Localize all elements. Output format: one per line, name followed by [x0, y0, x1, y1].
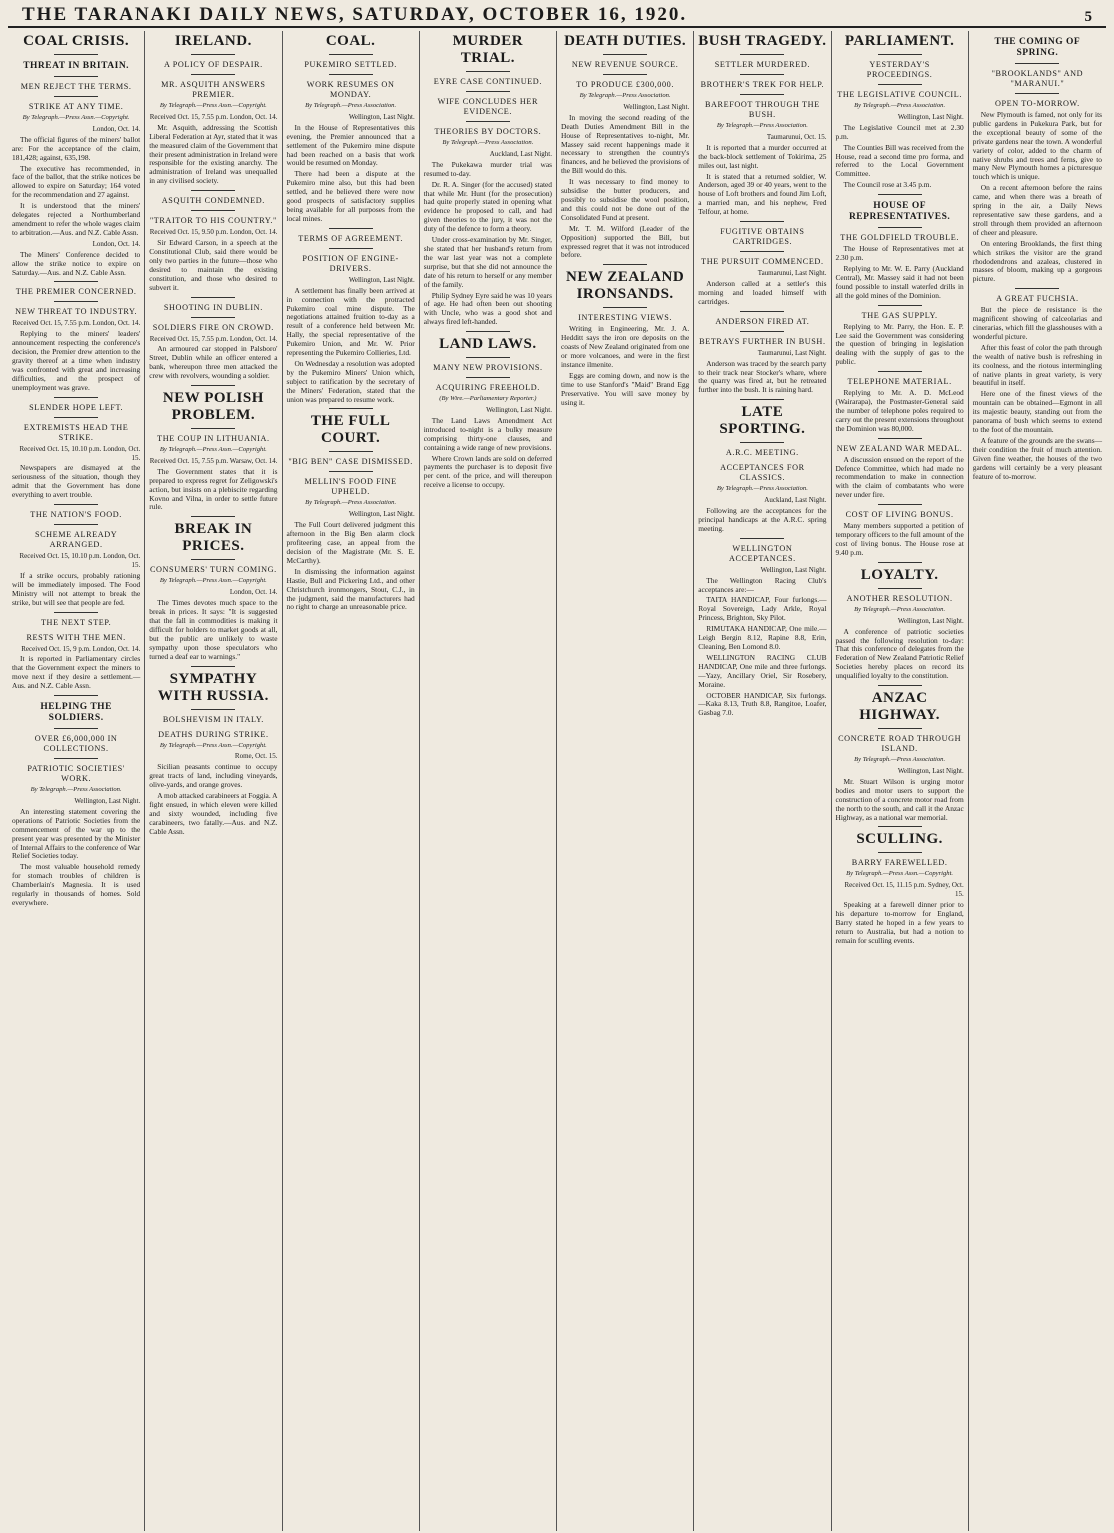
article-paragraph: Philip Sydney Eyre said he was 10 years of age. He had often been out shooting with Uncle, who was a good shot and always fired left-handed. [423, 290, 552, 327]
dateline: London, Oct. 14. [229, 588, 278, 597]
dateline: Auckland, Last Night. [764, 496, 827, 505]
column-rule [878, 685, 922, 686]
dateline: Wellington, Last Night. [348, 510, 415, 519]
wire-source: By Telegraph.—Press Assn.—Copyright. [159, 577, 267, 585]
article-paragraph: The Government states that it is prepared to express regret for Zeligowski's action, but insists on a plebiscite regarding Kovno and Vilna, in order to settle future rule. [149, 466, 278, 512]
column-7 [832, 31, 969, 1531]
column-rule [466, 121, 510, 122]
subheading: A.R.C. MEETING. [725, 448, 799, 458]
headline: COAL. [325, 33, 376, 49]
article-paragraph: The executive has recommended, in face of the ballot, that the strike notices be allowed to expire on Saturday; 164 voted for the recommendation and 27 against. [12, 163, 141, 200]
article-paragraph: Eggs are coming down, and now is the time to use Stanford's "Maid" Brand Egg Preservative. You will save money by using it. [561, 370, 690, 407]
article-paragraph: TAITA HANDICAP, Four furlongs.—Royal Sovereign, Lady Arkle, Royal Princess, Brighton, Sky Pilot. [698, 595, 827, 623]
column-rule [603, 264, 647, 265]
subheading: PUKEMIRO SETTLED. [304, 60, 397, 69]
subheading: THE COUP IN LITHUANIA. [157, 434, 270, 444]
article-paragraph: There had been a dispute at the Pukemiro mine also, but this had been settled, and he believed there were now good prospects of satisfactory supplies being available for all purposes from the local mines. [286, 169, 415, 223]
subheading: THE GOLDFIELD TROUBLE. [840, 233, 960, 243]
wire-source: By Telegraph.—Press Association. [716, 122, 808, 129]
article-paragraph: It is reported that a murder occurred at the back-block settlement of Tokirima, 25 miles out, last night. [698, 142, 827, 170]
column-rule [878, 728, 922, 729]
dateline: Wellington, Last Night. [897, 766, 964, 775]
article-paragraph: Where Crown lands are sold on deferred payments the purchaser is to deposit five per cent. of the price, and will thereupon receive a license to occupy. [423, 453, 552, 490]
dateline: London, Oct. 14. [92, 124, 141, 133]
column-rule [466, 357, 510, 358]
section-heading: THREAT IN BRITAIN. [23, 61, 130, 71]
subheading: THE PURSUIT COMMENCED. [701, 257, 824, 267]
wire-source: (By Wire.—Parliamentary Reporter.) [439, 395, 537, 403]
headline: BUSH TRAGEDY. [698, 33, 827, 49]
dateline: Received Oct. 15, 11.15 p.m. Sydney, Oct. 15. [844, 881, 964, 899]
subheading: POSITION OF ENGINE-DRIVERS. [302, 253, 399, 273]
article-paragraph: The Council rose at 3.45 p.m. [843, 180, 932, 190]
column-rule [54, 504, 98, 505]
column-rule [54, 281, 98, 282]
subheading: ACQUIRING FREEHOLD. [435, 383, 540, 393]
dateline: Received Oct. 15, 7.55 p.m. Warsaw, Oct. 14. [149, 456, 278, 465]
column-3 [283, 31, 420, 1531]
section-heading: THE COMING OF SPRING. [994, 37, 1081, 58]
dateline: Received Oct. 15, 7.55 p.m. London, Oct. 14. [149, 334, 278, 343]
headline: THE FULL COURT. [310, 413, 391, 447]
article-paragraph: It was necessary to find money to subsidise the butter producers, and possibly to subsidise the wool position, and this could not be done out of the Consolidated Fund at present. [561, 177, 690, 222]
wire-source: By Telegraph.—Press Association. [716, 485, 808, 493]
wire-source: By Telegraph.—Press Association. [305, 499, 397, 507]
article-paragraph: The official figures of the miners' ballot are: For the acceptance of the claim, 181,428; against, 635,198. [12, 134, 141, 162]
wire-source: By Telegraph.—Press Assn.—Copyright. [159, 102, 267, 109]
article-paragraph: Speaking at a farewell dinner prior to his departure to-morrow for England, Barry stated he hoped in a few years to return to Australia, but had a notion to remain for sculling events. [835, 900, 964, 945]
column-rule [878, 227, 922, 228]
headline: DEATH DUTIES. [564, 33, 687, 49]
subheading: MANY NEW PROVISIONS. [433, 363, 543, 373]
column-rule [740, 54, 784, 55]
subheading: ACCEPTANCES FOR CLASSICS. [720, 463, 805, 483]
newspaper-title: THE TARANAKI DAILY NEWS, SATURDAY, OCTOBER 16, 1920. [22, 4, 688, 25]
article-paragraph: The Full Court delivered judgment this afternoon in the Big Ben alarm clock profiteering case, an appeal from the decision of the Magistrate (Mr. S. E. McCarthy). [286, 520, 415, 565]
column-rule [603, 74, 647, 75]
wire-source: By Telegraph.—Press Assn.—Copyright. [22, 114, 130, 121]
article-paragraph: Sicilian peasants continue to occupy great tracts of land, including vineyards, olive-yards, and orange groves. [149, 762, 278, 790]
subheading: "BIG BEN" CASE DISMISSED. [288, 457, 413, 467]
subheading: TO PRODUCE £300,000. [576, 80, 675, 89]
headline: LATE SPORTING. [719, 404, 806, 438]
article-paragraph: Newspapers are dismayed at the seriousness of the situation, though they admit that the Government has done everything to avert trouble. [12, 463, 141, 500]
wire-source: By Telegraph.—Press Association. [305, 102, 397, 109]
column-rule [191, 516, 235, 517]
column-rule [329, 54, 373, 55]
column-rule [466, 377, 510, 378]
column-rule [740, 399, 784, 400]
subheading: MR. ASQUITH ANSWERS PREMIER. [161, 80, 266, 99]
column-rule [740, 331, 784, 332]
subheading: EYRE CASE CONTINUED. [433, 77, 542, 86]
subheading: THE NATION'S FOOD. [30, 510, 122, 520]
article-paragraph: On a recent afternoon before the rains came, and when there was a breath of spring in the air, a Daily News representative saw these gardens, and a stroll through them provided an afternoon of cheer and pleasure. [972, 183, 1102, 237]
subheading: NEW REVENUE SOURCE. [571, 60, 679, 69]
article-paragraph: The House of Representatives met at 2.30 p.m. [835, 244, 964, 263]
article-paragraph: Under cross-examination by Mr. Singer, she stated that her husband's return from the war last year was not a complete surprise, but that she did not announce the date of his return to herself or any member of the family. [423, 235, 552, 289]
headline: SCULLING. [856, 831, 943, 848]
column-rule [878, 194, 922, 195]
subheading: SCHEME ALREADY ARRANGED. [34, 530, 118, 550]
subheading: DEATHS DURING STRIKE. [158, 729, 269, 739]
wire-source: By Telegraph.—Press Assn.—Copyright. [159, 741, 267, 749]
headline: PARLIAMENT. [844, 33, 955, 49]
page-number: 5 [1084, 9, 1092, 25]
article-paragraph: Here one of the finest views of the mountain can be obtained—Egmont in all its majestic beauty, standing out from the panorama of bush which seems to extend to the foot of the mountain. [972, 389, 1102, 434]
subheading: PATRIOTIC SOCIETIES' WORK. [27, 764, 125, 784]
subheading: TERMS OF AGREEMENT. [298, 233, 403, 243]
article-paragraph: The Land Laws Amendment Act introduced to-night is a bulky measure comprising thirty-one clauses, and containing a wide range of new provisions. [423, 415, 552, 452]
subheading: CONCRETE ROAD THROUGH ISLAND. [838, 734, 962, 754]
article-paragraph: Anderson was traced by the search party to their track near Stocker's whare, where the quarry was fired at, but he retreated further into the bush. It is raining hard. [698, 358, 827, 395]
column-rule [54, 54, 98, 55]
article-paragraph: If a strike occurs, probably rationing will be immediately imposed. The Food Ministry will not attempt to break the strike, but will see that people are fed. [12, 570, 141, 607]
column-8 [969, 31, 1106, 1531]
column-rule [329, 248, 373, 249]
subheading: WELLINGTON ACCEPTANCES. [728, 543, 796, 563]
subheading: A GREAT FUCHSIA. [996, 294, 1079, 304]
column-rule [54, 417, 98, 418]
column-rule [878, 305, 922, 306]
subheading: RESTS WITH THE MEN. [26, 632, 126, 642]
article-paragraph: RIMUTAKA HANDICAP, One mile.—Leigh Bergin 8.12, Rapine 8.8, Erin, Cleaning, Ben Lomond 8.0. [698, 624, 827, 651]
column-rule [466, 71, 510, 72]
subheading: BARRY FAREWELLED. [851, 858, 948, 868]
column-rule [603, 307, 647, 308]
article-paragraph: Many members supported a petition of temporary officers to the full amount of the cost of living bonus. The House rose at 9.40 p.m. [835, 521, 964, 557]
headline: SYMPATHY WITH RUSSIA. [157, 670, 269, 704]
article-paragraph: The most valuable household remedy for stomach troubles of children is Chamberlain's Magnesia. It is used regularly in thousands of homes. Sold everywhere. [12, 862, 141, 907]
dateline: Received Oct. 15, 7.55 p.m. London, Oct. 14. [149, 112, 278, 121]
article-paragraph: The Wellington Racing Club's acceptances are:— [698, 575, 827, 594]
column-rule [878, 562, 922, 563]
article-paragraph: On entering Brooklands, the first thing which strikes the visitor are the grand rhododendrons and azaleas, clustered in masses of bloom, making up a gorgeous picture. [972, 238, 1102, 284]
subheading: "BROOKLANDS" AND "MARANUI." [991, 69, 1084, 88]
subheading: YESTERDAY'S PROCEEDINGS. [866, 60, 933, 79]
subheading: BOLSHEVISM IN ITALY. [162, 714, 264, 724]
article-paragraph: Anderson called at a settler's this morning and loaded himself with cartridges. [698, 278, 827, 306]
headline: LOYALTY. [860, 566, 939, 583]
article-paragraph: A conference of patriotic societies passed the following resolution to-day: That this conference of delegates from the Federation of New Zealand Patriotic Relief Societies hereby places on record its unqualified loyalty to the constitution. [835, 626, 964, 681]
column-4 [420, 31, 557, 1531]
section-heading: HELPING THE SOLDIERS. [40, 702, 112, 724]
article-paragraph: It is stated that a returned soldier, W. Anderson, aged 39 or 40 years, went to the house of Loft brothers and found Jim Loft, a married man, and his nephew, Fred Telfour, at home. [698, 171, 827, 217]
dateline: Wellington, Last Night. [486, 406, 552, 415]
article-paragraph: In the House of Representatives this evening, the Premier announced that a settlement of the Pukemiro mine dispute had been reached on a basis that work would be resumed on Monday. [286, 122, 415, 168]
subheading: THE GAS SUPPLY. [861, 310, 938, 320]
column-rule [329, 228, 373, 229]
wire-source: By Telegraph.—Press Assn.—Copyright. [159, 446, 267, 454]
subheading: SETTLER MURDERED. [714, 60, 810, 69]
article-paragraph: Mr. Stuart Wilson is urging motor bodies and motor users to support the construction of a concrete motor road from the north to the south, and call it the Anzac Highway, as a national war memorial. [835, 776, 964, 822]
article-paragraph: On Wednesday a resolution was adopted by the Pukemiro Miners' Union which, subject to ratification by the secretary of the Miners' Federation, stated that the union was prepared to resume work. [286, 358, 415, 404]
subheading: THE PREMIER CONCERNED. [15, 287, 137, 297]
column-2 [145, 31, 282, 1531]
columns [8, 28, 1106, 1531]
column-1 [8, 31, 145, 1531]
headline: ANZAC HIGHWAY. [859, 690, 941, 724]
column-rule [191, 210, 235, 211]
column-rule [191, 74, 235, 75]
headline: IRELAND. [174, 33, 252, 49]
subheading: THE LEGISLATIVE COUNCIL. [837, 90, 962, 99]
column-rule [329, 471, 373, 472]
column-rule [878, 54, 922, 55]
article-paragraph: Replying to Mr. W. E. Parry (Auckland Central), Mr. Massey said it had not been found possible to install waterfed drills in all the gold mines of the Dominion. [835, 263, 964, 300]
article-paragraph: A discussion ensued on the report of the Defence Committee, which had made no recommendation to make in connection with the claim of combatants who were never under fire. [835, 454, 964, 500]
article-paragraph: The Counties Bill was received from the House, read a second time pro forma, and referred to the Local Government Committee. [835, 142, 964, 179]
column-rule [191, 190, 235, 191]
article-paragraph: A mob attacked carabineers at Foggia. A fight ensued, in which eleven were killed and sixty wounded, including five carabineers, two fatally.—Aus. and N.Z. Cable Assn. [149, 791, 278, 836]
headline: BREAK IN PRICES. [174, 521, 253, 555]
article-paragraph: Mr. Asquith, addressing the Scottish Liberal Federation at Ayr, stated that it was the measured claim of the Government that their present administration in Ireland were responsible for the existing anarchy. The administration of Ireland was unequalled in any civilised society. [149, 122, 278, 186]
subheading: NEW THREAT TO INDUSTRY. [15, 307, 138, 317]
article-paragraph: OCTOBER HANDICAP, Six furlongs.—Kaka 8.13, Truth 8.8, Rangitoe, Loafer, Gasbag 7.0. [698, 690, 827, 718]
column-rule [54, 76, 98, 77]
column-rule [740, 538, 784, 539]
dateline: Received Oct. 15, 10.10 p.m. London, Oct. 15. [19, 444, 141, 462]
column-rule [740, 251, 784, 252]
subheading: "TRAITOR TO HIS COUNTRY." [149, 216, 277, 226]
article-paragraph: In dismissing the information against Hastie, Bull and Pickering Ltd., and other Christchurch ironmongers, Stout, C.J., in the judgment, said the manufacturers had no right to charge an unreasonable price. [286, 566, 415, 612]
column-rule [1015, 288, 1059, 289]
subheading: BETRAYS FURTHER IN BUSH. [699, 336, 826, 346]
column-rule [603, 54, 647, 55]
subheading: THE NEXT STEP. [40, 617, 112, 627]
subheading: SLENDER HOPE LEFT. [29, 402, 124, 412]
column-rule [878, 84, 922, 85]
dateline: Wellington, Last Night. [897, 112, 964, 121]
article-paragraph: Replying to Mr. Parry, the Hon. E. P. Lee said the Government was considering the question of bringing in legislation dealing with the supply of gas to the public. [835, 321, 964, 367]
column-rule [466, 331, 510, 332]
article-paragraph: A feature of the grounds are the swans—their condition the fruit of much attention. Given fine weather, the houses of the two gardens will certainly be a very pleasant feature of to-morrow. [972, 435, 1102, 481]
dateline: Rome, Oct. 15. [234, 752, 278, 761]
article-paragraph: After this feast of color the path through the wealth of native bush is refreshing in its coolness, and the riotous intermingling of native plants in great variety, is very beautiful in itself. [972, 342, 1102, 388]
headline: LAND LAWS. [439, 336, 537, 353]
article-paragraph: The Times devotes much space to the break in prices. It says: "It is suggested that the fall in commodities is making it difficult for holders to market goods at all, but the public are unlikely to waste sympathy upon those speculators who turned a deaf ear to warnings." [149, 598, 278, 661]
column-rule [54, 758, 98, 759]
column-rule [878, 438, 922, 439]
subheading: NEW ZEALAND WAR MEDAL. [836, 443, 963, 453]
subheading: ANOTHER RESOLUTION. [846, 593, 953, 603]
section-heading: HOUSE OF REPRESENTATIVES. [848, 201, 951, 223]
subheading: SHOOTING IN DUBLIN. [163, 302, 263, 312]
column-rule [740, 311, 784, 312]
dateline: Received Oct. 15, 7.55 p.m. London, Oct. 14. [12, 319, 141, 328]
article-paragraph: An interesting statement covering the operations of Patriotic Societies from the commencement of the war up to the present year was presented by the Minister of Internal Affairs to the conference of War Relief Societies today. [12, 806, 141, 861]
dateline: Received Oct. 15, 9.50 p.m. London, Oct. 14. [149, 228, 278, 237]
column-rule [54, 96, 98, 97]
subheading: BROTHER'S TREK FOR HELP. [700, 80, 825, 89]
column-rule [54, 728, 98, 729]
column-rule [191, 428, 235, 429]
dateline: Received Oct. 15, 9 p.m. London, Oct. 14. [21, 644, 141, 653]
column-rule [329, 74, 373, 75]
column-rule [191, 317, 235, 318]
dateline: Wellington, Last Night. [760, 565, 827, 574]
wire-source: By Telegraph.—Press Association. [854, 756, 946, 764]
dateline: Wellington, Last Night. [348, 112, 415, 121]
dateline: Wellington, Last Night. [897, 616, 964, 625]
article-paragraph: But the piece de resistance is the magnificent showing of calceolarias and cinerarias, which fill the glasshouses with a wonderful picture. [972, 305, 1102, 341]
dateline: London, Oct. 14. [92, 239, 141, 248]
subheading: EXTREMISTS HEAD THE STRIKE. [23, 422, 129, 442]
column-rule [329, 451, 373, 452]
subheading: ASQUITH CONDEMNED. [161, 196, 265, 206]
column-rule [54, 301, 98, 302]
headline: COAL CRISIS. [23, 33, 130, 49]
article-paragraph: Mr. T. M. Wilford (Leader of the Opposition) supported the Bill, but expressed regret that it was not introduced before. [561, 223, 690, 260]
column-rule [878, 504, 922, 505]
column-rule [1015, 93, 1059, 94]
column-rule [466, 91, 510, 92]
column-rule [191, 54, 235, 55]
column-rule [191, 559, 235, 560]
dateline: Auckland, Last Night. [489, 149, 552, 158]
column-rule [878, 371, 922, 372]
column-rule [191, 709, 235, 710]
article-paragraph: New Plymouth is famed, not only for its public gardens in Pukekura Park, but for the exceptional beauty of some of the private gardens near the town. A wonderful variety of color, added to the charm of native shrubs and trees and ferns, give to many New Plymouth homes a picturesque touch which is unique. [972, 110, 1102, 182]
subheading: COST OF LIVING BONUS. [845, 510, 954, 520]
article-paragraph: Replying to the miners' leaders' announcement respecting the conference's decision, the Premier drew attention to the gravity thereof at a time when industry was confronted with great and increasing difficulties, and the prospect of unemployment was grave. [12, 329, 141, 392]
subheading: WIFE CONCLUDES HER EVIDENCE. [437, 97, 539, 116]
subheading: INTERESTING VIEWS. [578, 313, 673, 323]
subheading: MEN REJECT THE TERMS. [20, 82, 132, 91]
column-rule [740, 221, 784, 222]
wire-source: By Telegraph.—Press Assn.—Copyright. [846, 870, 954, 878]
dateline: Wellington, Last Night. [348, 275, 415, 284]
column-rule [878, 588, 922, 589]
subheading: A POLICY OF DESPAIR. [164, 60, 263, 69]
article-paragraph: Following are the acceptances for the principal handicaps at the A.R.C. spring meeting. [698, 506, 827, 533]
column-rule [54, 524, 98, 525]
article-paragraph: In moving the second reading of the Death Duties Amendment Bill in the House of Representatives to-night, Mr. Massey said recent happenings made it necessary to strengthen the country's finances, and he believed the provisions of the Bill would do this. [561, 112, 690, 176]
dateline: Taumarunui, Last Night. [757, 269, 827, 278]
subheading: OPEN TO-MORROW. [994, 99, 1080, 108]
article-paragraph: Dr. R. A. Singer (for the accused) stated that while Mr. Hunt (for the prosecution) had quite properly stated in opening what evidence he proposed to call, and had given theories to the jury, it was not the duty of the defence to form a theory. [423, 179, 552, 234]
article-paragraph: A settlement has finally been arrived at in connection with the protracted Pukemiro coal mine dispute. The negotiations attained fruition to-day as a result of a conference held between Mr. Hally, the special representative of the Pukemiro Union, and Mr. W. Prior representing the Pukemiro Collieries, Ltd. [286, 285, 415, 358]
column-rule [54, 397, 98, 398]
dateline: Wellington, Last Night. [623, 102, 690, 111]
wire-source: By Telegraph.—Press Association. [854, 605, 946, 613]
article-paragraph: WELLINGTON RACING CLUB HANDICAP, One mile and three furlongs.—Yazy, Ancillary Oriel, Sir Rosebery, Moraine. [698, 652, 827, 689]
article-paragraph: It is reported in Parliamentary circles that the Government expect the miners to move next if they desire a settlement.—Aus. and N.Z. Cable Assn. [12, 654, 141, 691]
subheading: STRIKE AT ANY TIME. [28, 102, 124, 111]
column-rule [54, 695, 98, 696]
column-rule [1015, 63, 1059, 64]
column-rule [740, 74, 784, 75]
subheading: WORK RESUMES ON MONDAY. [306, 80, 395, 99]
column-rule [329, 408, 373, 409]
subheading: THEORIES BY DOCTORS. [434, 127, 542, 136]
subheading: OVER £6,000,000 IN COLLECTIONS. [34, 734, 118, 754]
wire-source: By Telegraph.—Press Association. [30, 786, 122, 794]
article-paragraph: Writing in Engineering, Mr. J. A. Hedditt says the iron ore deposits on the coasts of New Zealand originated from one or more volcanoes, and were in the first instance ilmenite. [561, 324, 690, 369]
subheading: CONSUMERS' TURN COMING. [149, 565, 277, 575]
headline: NEW ZEALAND IRONSANDS. [566, 269, 685, 303]
subheading: ANDERSON FIRED AT. [715, 316, 810, 326]
subheading: FUGITIVE OBTAINS CARTRIDGES. [720, 227, 805, 247]
column-rule [740, 442, 784, 443]
headline: NEW POLISH PROBLEM. [162, 390, 264, 424]
column-6 [694, 31, 831, 1531]
dateline: Taumarunui, Last Night. [757, 348, 827, 357]
dateline: Received Oct. 15, 10.10 p.m. London, Oct. 15. [19, 552, 141, 569]
headline: MURDER TRIAL. [452, 33, 524, 66]
article-paragraph: Replying to Mr. A. D. McLeod (Wairarapa), the Postmaster-General said the number of telephone poles required to carry out the present extensions throughout the Dominion was 80,000. [835, 388, 964, 433]
column-rule [191, 385, 235, 386]
article-paragraph: The Legislative Council met at 2.30 p.m. [835, 122, 964, 141]
column-rule [740, 94, 784, 95]
column-rule [878, 826, 922, 827]
subheading: SOLDIERS FIRE ON CROWD. [152, 322, 274, 332]
subheading: MELLIN'S FOOD FINE UPHELD. [304, 477, 397, 497]
article-paragraph: Sir Edward Carson, in a speech at the Constitutional Club, said there would be only two parties in the future—those who desired to maintain the existing constitution, and those who desired to subvert it. [149, 238, 278, 292]
wire-source: By Telegraph.—Press Association. [854, 102, 946, 109]
article-paragraph: The Pukekawa murder trial was resumed to-day. [423, 159, 552, 178]
column-rule [191, 297, 235, 298]
dateline: Taumarunui, Oct. 15. [766, 132, 827, 141]
article-paragraph: The Miners' Conference decided to allow the strike notice to expire on Saturday.—Aus. and N.Z. Cable Assn. [12, 249, 141, 277]
column-rule [878, 852, 922, 853]
article-paragraph: An armoured car stopped in Palsboro' Street, Dublin while an officer entered a bank, whereupon three men attacked the crew with revolvers, wounding a soldier. [149, 344, 278, 381]
dateline: Wellington, Last Night. [74, 796, 141, 805]
wire-source: By Telegraph.—Press Association. [579, 92, 671, 99]
column-5 [557, 31, 694, 1531]
subheading: BAREFOOT THROUGH THE BUSH. [704, 100, 820, 119]
column-rule [54, 612, 98, 613]
wire-source: By Telegraph.—Press Association. [442, 139, 534, 146]
masthead [8, 4, 1106, 28]
article-paragraph: It is understood that the miners' delegates rejected a Northumberland amendment to refer the whole wages claim to arbitration.—Aus. and N.Z. Cable Assn. [12, 201, 141, 237]
subheading: TELEPHONE MATERIAL. [847, 377, 952, 387]
column-rule [191, 666, 235, 667]
